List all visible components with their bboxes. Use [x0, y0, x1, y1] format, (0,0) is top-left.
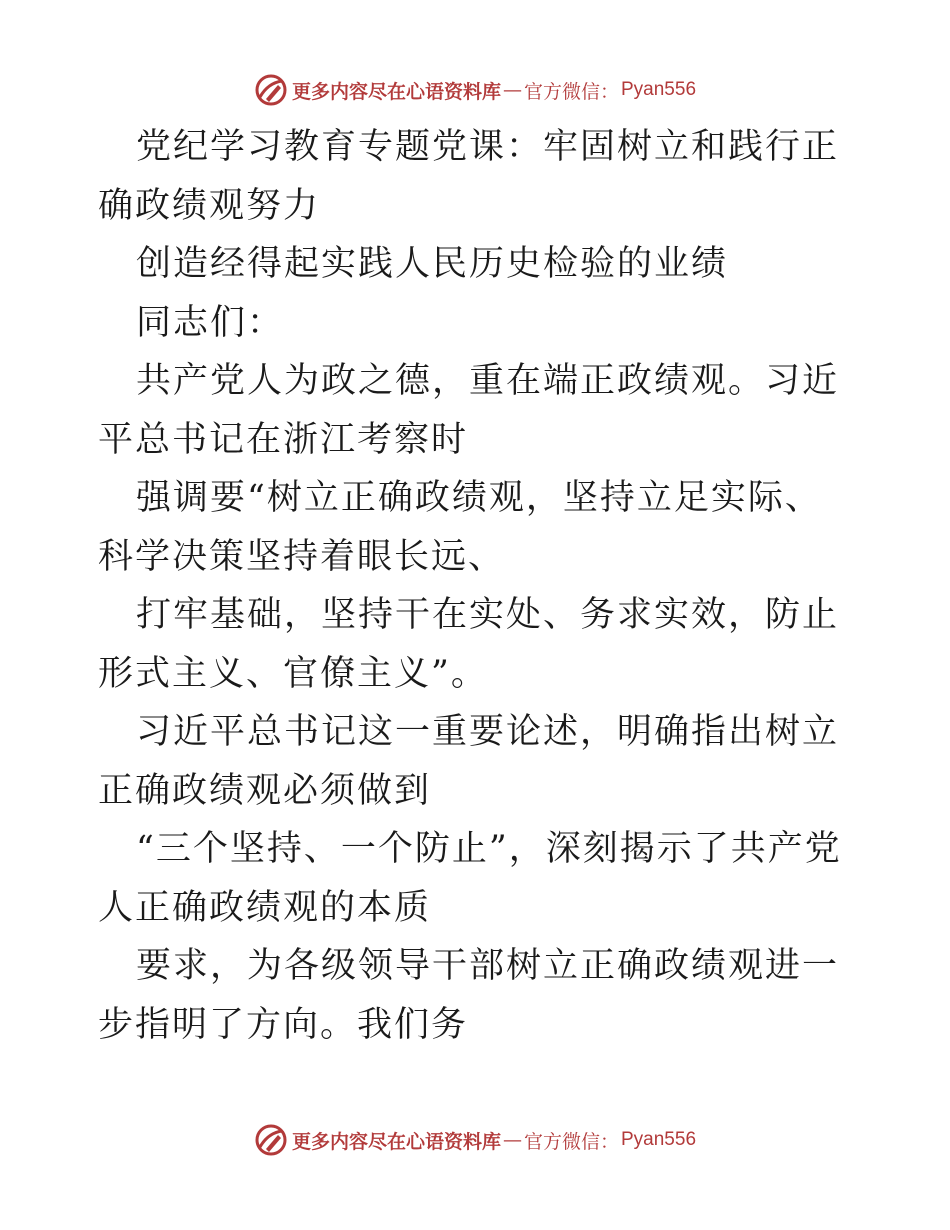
body-paragraph: 习近平总书记这一重要论述，明确指出树立正确政绩观必须做到: [98, 712, 840, 811]
banner-wechat-id: Pyan556: [621, 1129, 697, 1150]
document-subtitle: 创造经得起实践人民历史检验的业绩: [136, 244, 729, 284]
pen-swirl-icon: [254, 1123, 288, 1157]
banner-wechat-label: 官方微信：: [523, 80, 619, 103]
body-paragraph: 要求，为各级领导干部树立正确政绩观进一步指明了方向。我们务: [98, 946, 840, 1045]
document-title: 党纪学习教育专题党课：牢固树立和践行正确政绩观努力: [98, 127, 840, 226]
header-watermark-banner: [0, 70, 950, 110]
salutation: 同志们：: [136, 302, 285, 343]
banner-main-text: 更多内容尽在心语资料库: [291, 80, 501, 103]
banner-main-text: 更多内容尽在心语资料库: [291, 1130, 501, 1153]
body-paragraph: 打牢基础，坚持干在实处、务求实效，防止形式主义、官僚主义”。: [98, 595, 840, 694]
banner-separator: —: [502, 1129, 522, 1151]
banner-separator: —: [502, 79, 522, 101]
footer-watermark-banner: [0, 1120, 950, 1160]
body-paragraph: 强调要“树立正确政绩观，坚持立足实际、科学决策坚持着眼长远、: [98, 478, 822, 577]
banner-wechat-label: 官方微信：: [523, 1130, 619, 1153]
body-paragraph: 共产党人为政之德，重在端正政绩观。习近平总书记在浙江考察时: [98, 361, 840, 460]
body-paragraph: “三个坚持、一个防止”，深刻揭示了共产党人正确政绩观的本质: [98, 829, 842, 928]
pen-swirl-icon: [254, 73, 288, 107]
banner-wechat-id: Pyan556: [621, 79, 697, 100]
document-body: [98, 118, 858, 1054]
